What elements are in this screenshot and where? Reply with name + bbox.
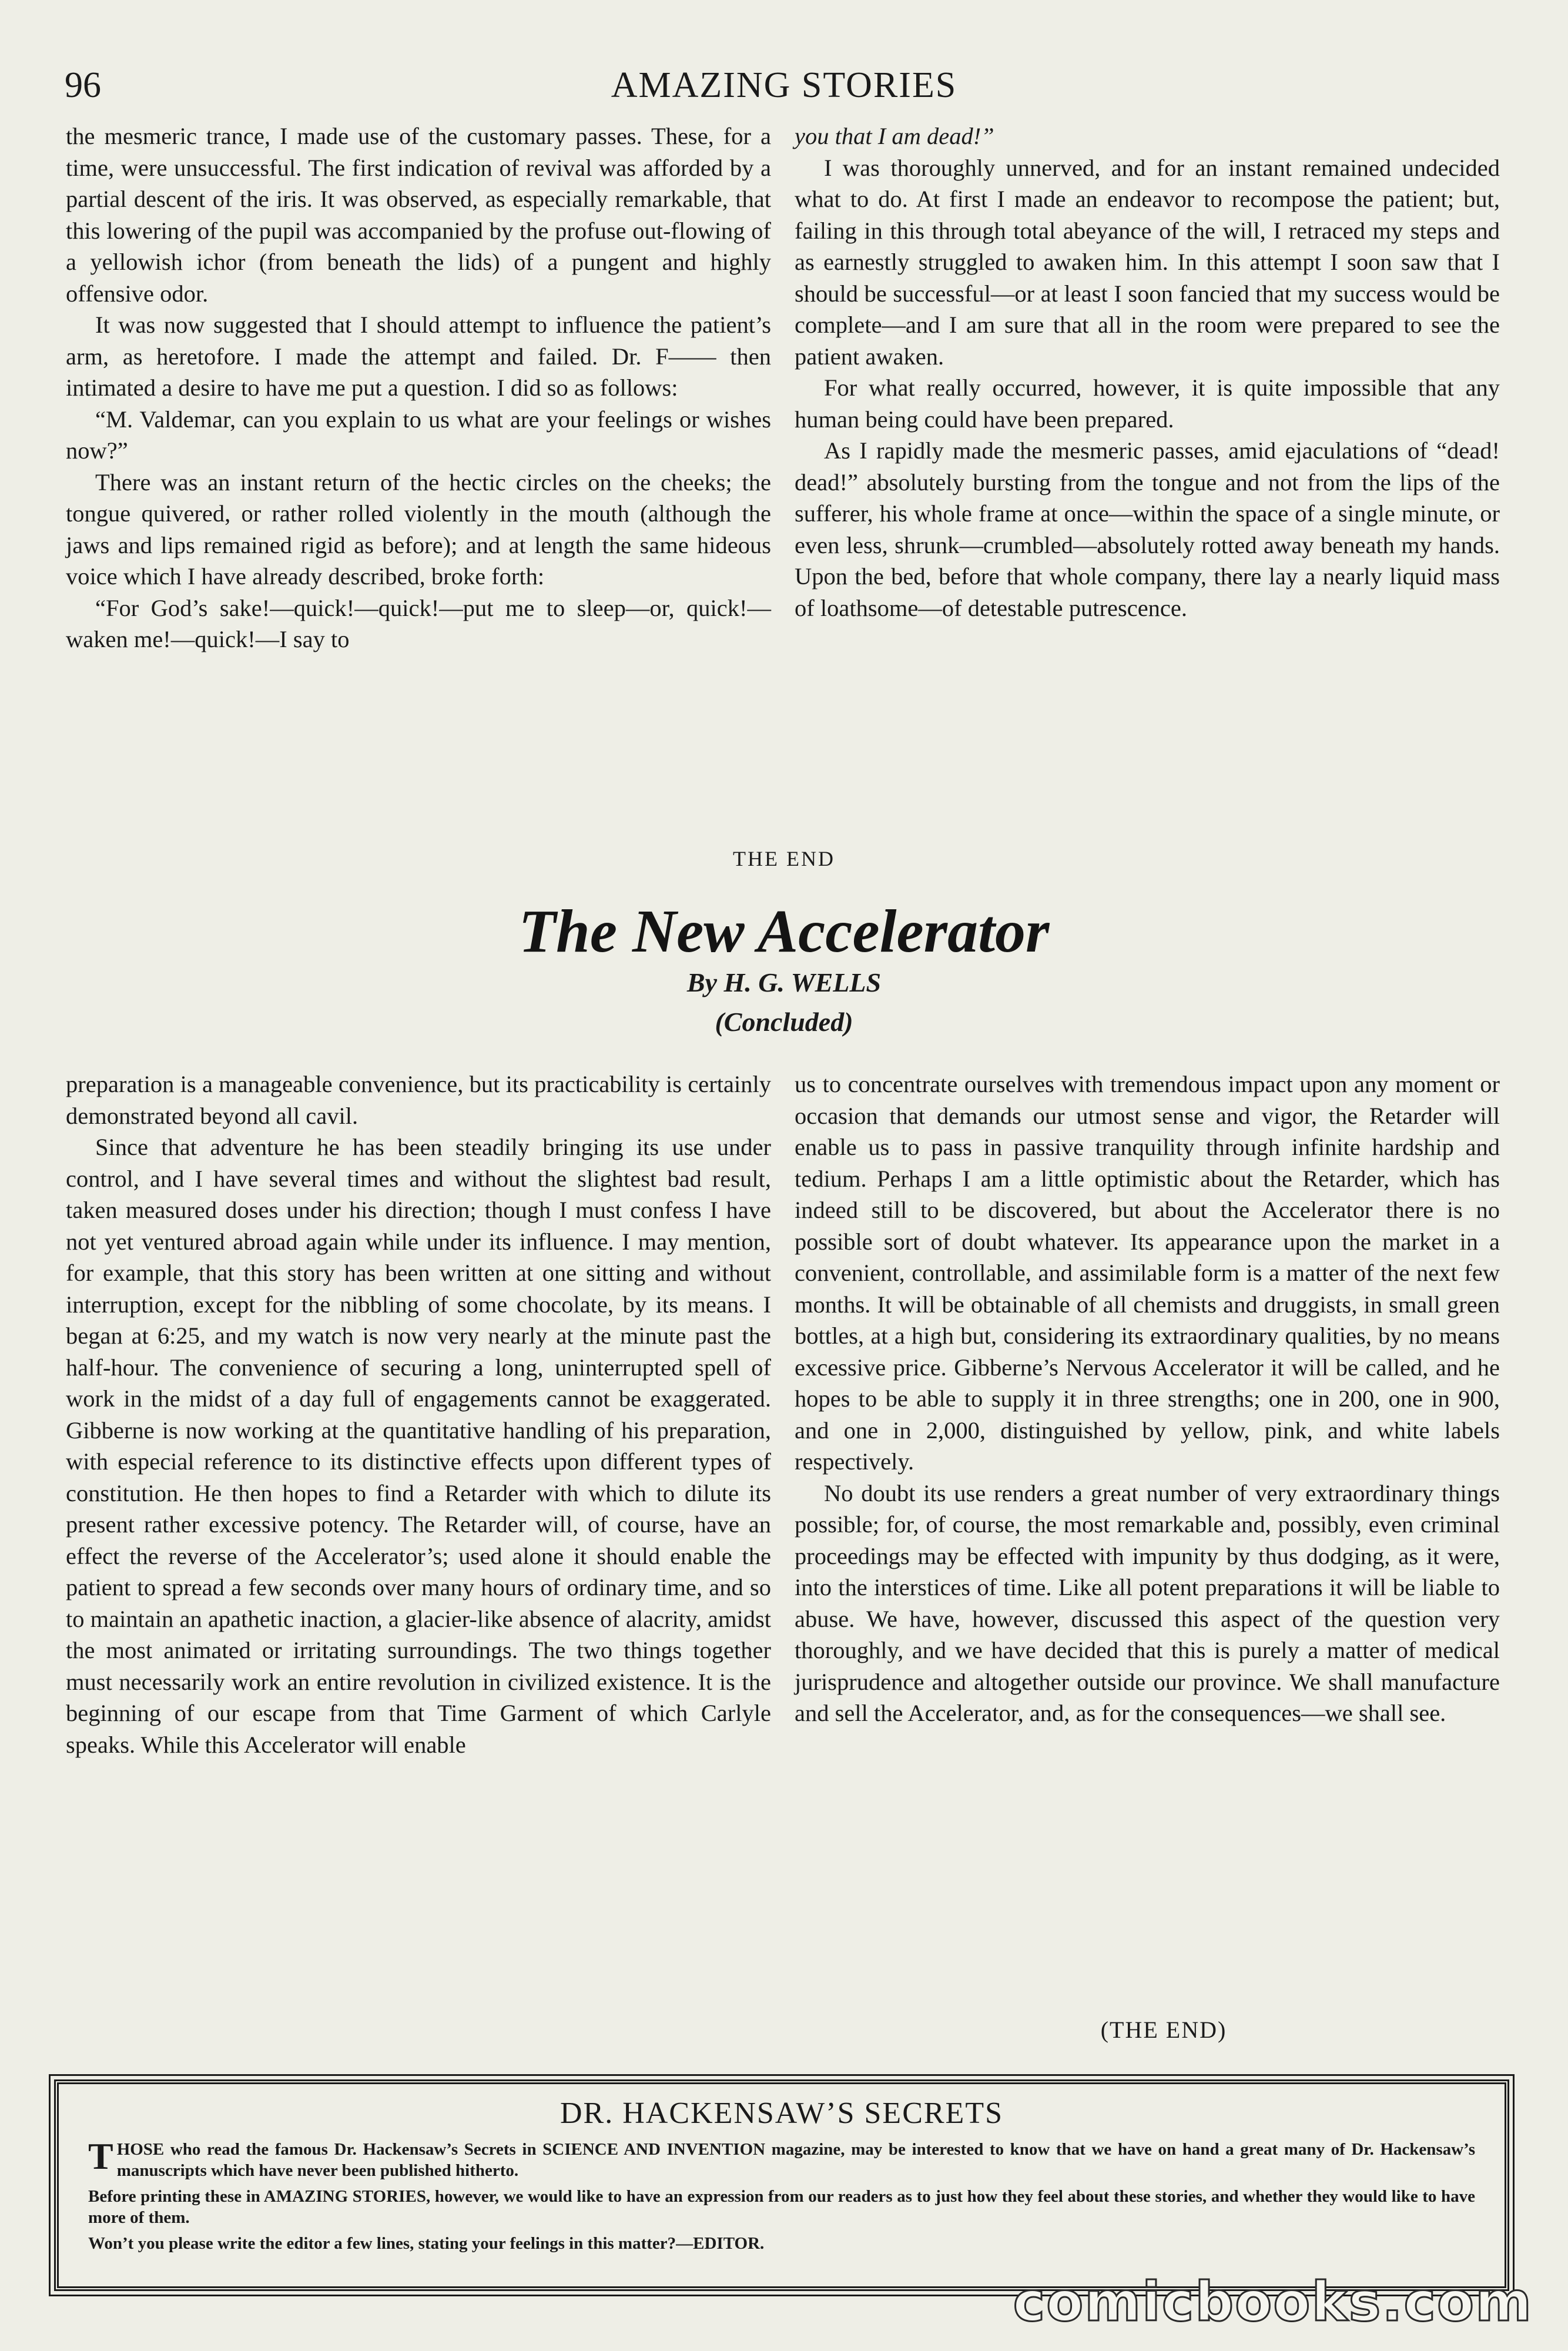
story-byline: By H. G. WELLS (686, 967, 882, 997)
editor-notice-box (54, 2079, 1509, 2291)
paragraph: the mesmeric trance, I made use of the customary passes. These, for a time, were unsuccessful. The first indication of revival was afforded by a partial descent of the iris. It was observed, as especially remarkable, that this lowering of the pupil was accompanied by the profuse out-flowing of a yellowish ichor (from beneath the lids) of a pungent and highly offensive odor. (66, 123, 771, 307)
previous-story-end-label: THE END (733, 847, 835, 870)
story-right-column (795, 1069, 1500, 2056)
page-header (65, 59, 1503, 112)
notice-paragraph: THOSE who read the famous Dr. Hackensaw’s Secrets in SCIENCE AND INVENTION magazine, may be interested to know that we have on hand a great many of Dr. Hackensaw’s manuscripts which have never been published hitherto. (88, 2135, 1475, 2180)
story-end-label: (THE END) (1100, 2017, 1227, 2043)
paragraph: “M. Valdemar, can you explain to us what are your feelings or wishes now?” (66, 406, 771, 464)
previous-story-left-column (66, 120, 771, 838)
previous-story-right-column (795, 120, 1500, 838)
story-columns (66, 1069, 1500, 2056)
notice-title: DR. HACKENSAW’S SECRETS (559, 2097, 1004, 2130)
paragraph: Since that adventure he has been steadily bringing its use under control, and I have several times and without the slightest bad result, taken measured doses under his direction; though I must confess I have not yet ventured abroad again while under its influence. I may mention, for example, that this story has been written at one sitting and without interruption, except for the nibbling of some chocolate, by its means. I began at 6:25, and my watch is now very nearly at the minute past the half-hour. The convenience of securing a long, uninterrupted spell of work in the midst of a day full of engagements cannot be exaggerated. Gibberne is now working at the quantitative handling of his preparation, with especial reference to its distinctive effects upon different types of constitution. He then hopes to find a Retarder with which to dilute its present rather excessive potency. The Retarder will, of course, have an effect the reverse of the Accelerator’s; used alone it should enable the patient to spread a few seconds over many hours of ordinary time, and so to maintain an apathetic inaction, a glacier-like absence of alacrity, amidst the most animated or irritating surroundings. The two things together must necessarily work an entire revolution in civilized existence. It is the beginning of our escape from that Time Garment of which Carlyle speaks. While this Accelerator will enable (66, 1134, 771, 1758)
watermark-logo: comicbooks.com (1013, 2270, 1533, 2333)
paragraph: preparation is a manageable convenience, but its practicability is certainly demonstrated beyond all cavil. (66, 1071, 771, 1129)
running-title: AMAZING STORIES (611, 65, 957, 105)
paragraph: No doubt its use renders a great number of very extraordinary things possible; for, of course, the most remarkable and, possibly, even criminal proceedings may be effected with impunity by thus dodging, as it were, into the interstices of time. Like all potent preparations it will be liable to abuse. We have, however, discussed this aspect of the question very thoroughly, and we have decided that this is purely a matter of medical jurisprudence and altogether outside our province. We shall manufacture and sell the Accelerator, and, as for the consequences—we shall see. (795, 1479, 1500, 1726)
page-number: 96 (65, 65, 101, 105)
paragraph: It was now suggested that I should attempt to influence the patient’s arm, as heretofore. I made the attempt and failed. Dr. F—— then intimated a desire to have me put a question. I did so as follows: (66, 312, 771, 401)
paragraph: us to concentrate ourselves with tremendous impact upon any moment or occasion that demands our utmost sense and vigor, the Retarder will enable us to pass in passive tranquility through infinite hardship and tedium. Perhaps I am a little optimistic about the Retarder, which has indeed still to be discovered, but about the Accelerator there is no possible sort of doubt whatever. Its appearance upon the market in a convenient, controllable, and assimilable form is a matter of the next few months. It will be obtainable of all chemists and druggists, in small green bottles, at a high but, considering its extraordinary qualities, by no means excessive price. Gibberne’s Nervous Accelerator it will be called, and he hopes to be able to supply it in three strengths; one in 200, one in 900, and one in 2,000, distinguished by yellow, pink, and white labels respectively. (795, 1071, 1500, 1475)
story-subtitle: (Concluded) (715, 1007, 853, 1037)
notice-paragraph: Before printing these in AMAZING STORIES, however, we would like to have an expression from our readers as to just how they feel about these stories, and whether they would like to have more of them. (88, 2187, 1475, 2227)
paragraph: For what really occurred, however, it is quite impossible that any human being could have been prepared. (795, 374, 1500, 433)
paragraph: you that I am dead!” (795, 123, 994, 149)
notice-paragraph: Won’t you please write the editor a few lines, stating your feelings in this matter?—EDITOR. (88, 2234, 765, 2253)
paragraph: “For God’s sake!—quick!—quick!—put me to sleep—or, quick!—waken me!—quick!—I say to (66, 594, 771, 652)
story-left-column (66, 1069, 771, 2056)
story-title: The New Accelerator (518, 897, 1050, 965)
previous-story-columns (66, 120, 1500, 838)
paragraph: I was thoroughly unnerved, and for an instant remained undecided what to do. At first I made an endeavor to recompose the patient; but, failing in this through total abeyance of the will, I retraced my steps and as earnestly struggled to awaken him. In this attempt I soon saw that I should be successful—or at least I soon fancied that my success would be complete—and I am sure that all in the room were prepared to see the patient awaken. (795, 154, 1500, 370)
paragraph: There was an instant return of the hectic circles on the cheeks; the tongue quivered, or rather rolled violently in the mouth (although the jaws and lips remained rigid as before); and at length the same hideous voice which I have already described, broke forth: (66, 468, 771, 590)
paragraph: As I rapidly made the mesmeric passes, amid ejaculations of “dead! dead!” absolutely bursting from the tongue and not from the lips of the sufferer, his whole frame at once—within the space of a single minute, or even less, shrunk—crumbled—absolutely rotted away beneath my hands. Upon the bed, before that whole company, there lay a nearly liquid mass of loathsome—of detestable putrescence. (795, 437, 1500, 621)
